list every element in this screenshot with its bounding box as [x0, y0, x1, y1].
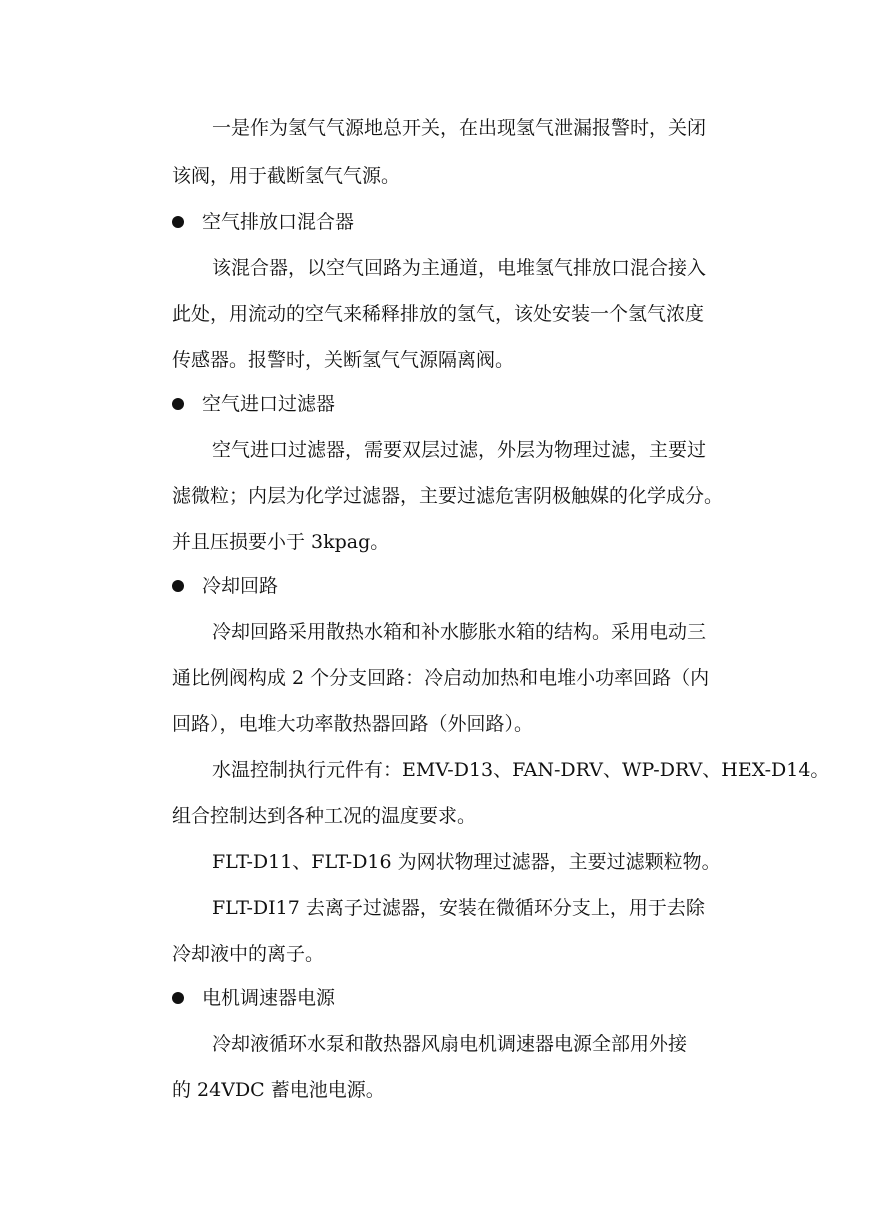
heading-text: 冷却回路 [202, 575, 279, 597]
paragraph-line: 冷却液中的离子。 [172, 943, 325, 965]
paragraph-line: 并且压损要小于 3kpag。 [172, 531, 390, 553]
bullet-heading-air-inlet-filter [172, 391, 335, 417]
paragraph-line: 该混合器，以空气回路为主通道，电堆氢气排放口混合接入 [212, 257, 707, 279]
paragraph-line: 滤微粒；内层为化学过滤器，主要过滤危害阴极触媒的化学成分。 [172, 485, 724, 507]
paragraph-line: 的 24VDC 蓄电池电源。 [172, 1079, 385, 1101]
paragraph-line: 组合控制达到各种工况的温度要求。 [172, 805, 477, 827]
bullet-heading-air-exhaust-mixer [172, 209, 354, 235]
paragraph-line: 传感器。报警时，关断氢气气源隔离阀。 [172, 349, 515, 371]
bullet-icon [172, 580, 184, 592]
paragraph-line: 回路），电堆大功率散热器回路（外回路）。 [172, 713, 534, 735]
paragraph-line: 通比例阀构成 2 个分支回路：冷启动加热和电堆小功率回路（内 [172, 667, 710, 689]
bullet-heading-motor-controller-power [172, 985, 335, 1011]
heading-text: 空气进口过滤器 [202, 393, 336, 415]
heading-text: 空气排放口混合器 [202, 211, 355, 233]
paragraph-line: 该阀，用于截断氢气气源。 [172, 165, 401, 187]
paragraph-line: 水温控制执行元件有：EMV-D13、FAN-DRV、WP-DRV、HEX-D14。 [212, 759, 830, 781]
paragraph-line: 冷却液循环水泵和散热器风扇电机调速器电源全部用外接 [212, 1033, 688, 1055]
paragraph-line: FLT-DI17 去离子过滤器，安装在微循环分支上，用于去除 [212, 897, 705, 919]
bullet-icon [172, 398, 184, 410]
paragraph-line: 空气进口过滤器，需要双层过滤，外层为物理过滤，主要过 [212, 439, 707, 461]
bullet-icon [172, 216, 184, 228]
paragraph-line: 冷却回路采用散热水箱和补水膨胀水箱的结构。采用电动三 [212, 621, 707, 643]
paragraph-line: 此处，用流动的空气来稀释排放的氢气，该处安装一个氢气浓度 [172, 303, 705, 325]
heading-text: 电机调速器电源 [202, 987, 336, 1009]
bullet-heading-cooling-loop [172, 573, 278, 599]
paragraph-line: FLT-D11、FLT-D16 为网状物理过滤器，主要过滤颗粒物。 [212, 851, 721, 873]
bullet-icon [172, 992, 184, 1004]
paragraph-line: 一是作为氢气气源地总开关，在出现氢气泄漏报警时，关闭 [212, 117, 707, 139]
